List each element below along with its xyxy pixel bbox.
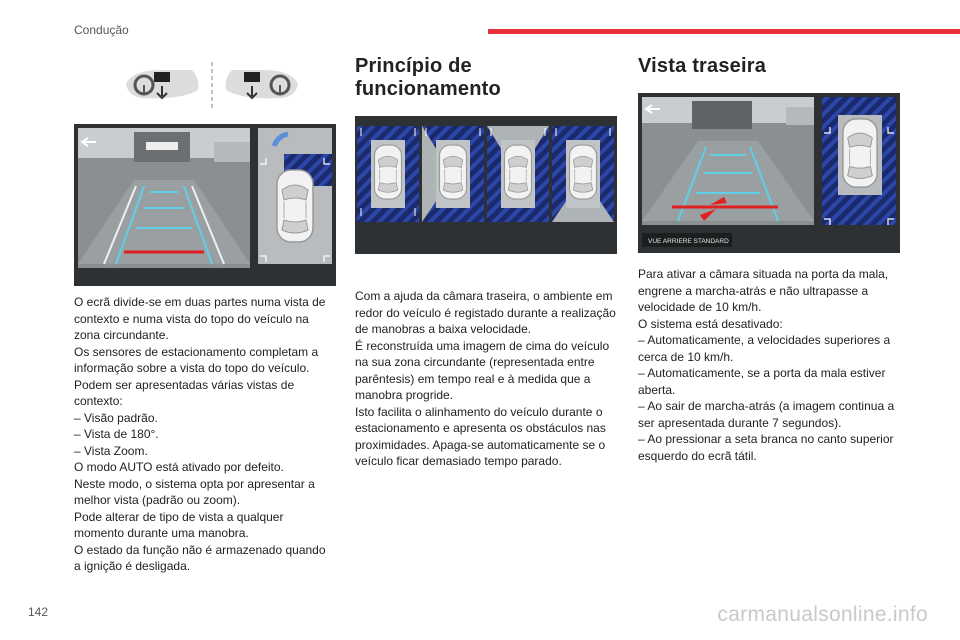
text-line: contexto e numa vista do topo do veículo na — [74, 311, 309, 326]
text-line: aberta. — [638, 382, 676, 397]
text-line: O estado da função não é armazenado quando — [74, 542, 326, 557]
screen-mode-label: VUE ARRIERE STANDARD — [648, 238, 729, 245]
text-line: – Vista Zoom. — [74, 443, 148, 458]
rear-view-image — [638, 93, 900, 253]
text-line: proximidades. Apaga-se automaticamente se o — [355, 437, 606, 452]
column-left — [74, 60, 336, 575]
watermark: carmanualsonline.info — [717, 603, 928, 626]
text-line: – Ao sair de marcha-atrás (a imagem continua a — [638, 399, 895, 413]
frame-1 — [357, 126, 419, 222]
text-line: veículo ficar demasiado tempo parado. — [355, 454, 562, 468]
column-middle — [355, 55, 621, 470]
column-right — [638, 55, 903, 464]
text-line: Isto facilita o alinhamento do veículo durante o — [355, 404, 603, 419]
text-line: – Visão padrão. — [74, 410, 158, 425]
text-line: de manobras a baixa velocidade. — [355, 322, 532, 336]
text-line: momento durante uma manobra. — [74, 526, 249, 540]
text-line: Neste modo, o sistema opta por apresentar a — [74, 476, 315, 491]
column1-text — [74, 294, 336, 575]
text-line: O ecrã divide-se em duas partes numa vista de — [74, 295, 326, 309]
text-line: velocidade de 10 km/h. — [638, 300, 762, 314]
text-line: na sua zona circundante (representada entre — [355, 355, 595, 369]
text-line: estacionamento e apresenta os obstáculos nas — [355, 421, 606, 435]
section-title: Condução — [74, 23, 129, 37]
frame-3 — [487, 126, 549, 222]
header-accent-bar — [488, 29, 960, 34]
text-line: É reconstruída uma imagem de cima do veículo — [355, 338, 610, 353]
section-heading: Princípio de funcionamento — [355, 55, 501, 100]
column2-text — [355, 288, 621, 470]
text-line: melhor vista (padrão ou zoom). — [74, 493, 241, 507]
mirror-mode-icon-illustration — [122, 60, 302, 110]
text-line: O modo AUTO está ativado por defeito. — [74, 460, 284, 474]
text-line: parêntesis) em tempo real e à medida que a — [355, 371, 591, 386]
text-line: zona circundante. — [74, 328, 169, 342]
text-line: – Automaticamente, a velocidades superiores a — [638, 333, 891, 347]
frame-2 — [422, 126, 484, 222]
text-line: – Automaticamente, se a porta da mala estiver — [638, 366, 886, 380]
text-line: – Vista de 180°. — [74, 427, 159, 441]
text-line: Pode alterar de tipo de vista a qualquer — [74, 509, 284, 524]
page-number: 142 — [28, 605, 49, 619]
text-line: esquerdo do ecrã tátil. — [638, 448, 757, 463]
text-line: Para ativar a câmara situada na porta da mala, — [638, 267, 889, 281]
text-line: Podem ser apresentadas várias vistas de — [74, 377, 295, 392]
text-line: engrene a marcha-atrás e não ultrapasse a — [638, 283, 869, 298]
text-line: Os sensores de estacionamento completam a — [74, 344, 319, 359]
text-line: O sistema está desativado: — [638, 316, 783, 331]
top-view-sequence-image — [355, 116, 617, 254]
frame-4 — [552, 126, 614, 222]
section-heading: Vista traseira — [638, 55, 767, 77]
text-line: Com a ajuda da câmara traseira, o ambiente em — [355, 289, 613, 303]
text-line: informação sobre a vista do topo do veículo. — [74, 361, 310, 375]
text-line: a ignição é desligada. — [74, 559, 191, 573]
text-line: contexto: — [74, 394, 123, 408]
text-line: – Ao pressionar a seta branca no canto superior — [638, 432, 894, 446]
split-screen-image — [74, 124, 336, 286]
text-line: manobra progride. — [355, 388, 454, 402]
text-line: cerca de 10 km/h. — [638, 349, 734, 364]
text-line: redor do veículo é registado durante a realização — [355, 305, 616, 320]
text-line: ser apresentada durante 7 segundos). — [638, 415, 842, 430]
column3-text — [638, 266, 903, 464]
